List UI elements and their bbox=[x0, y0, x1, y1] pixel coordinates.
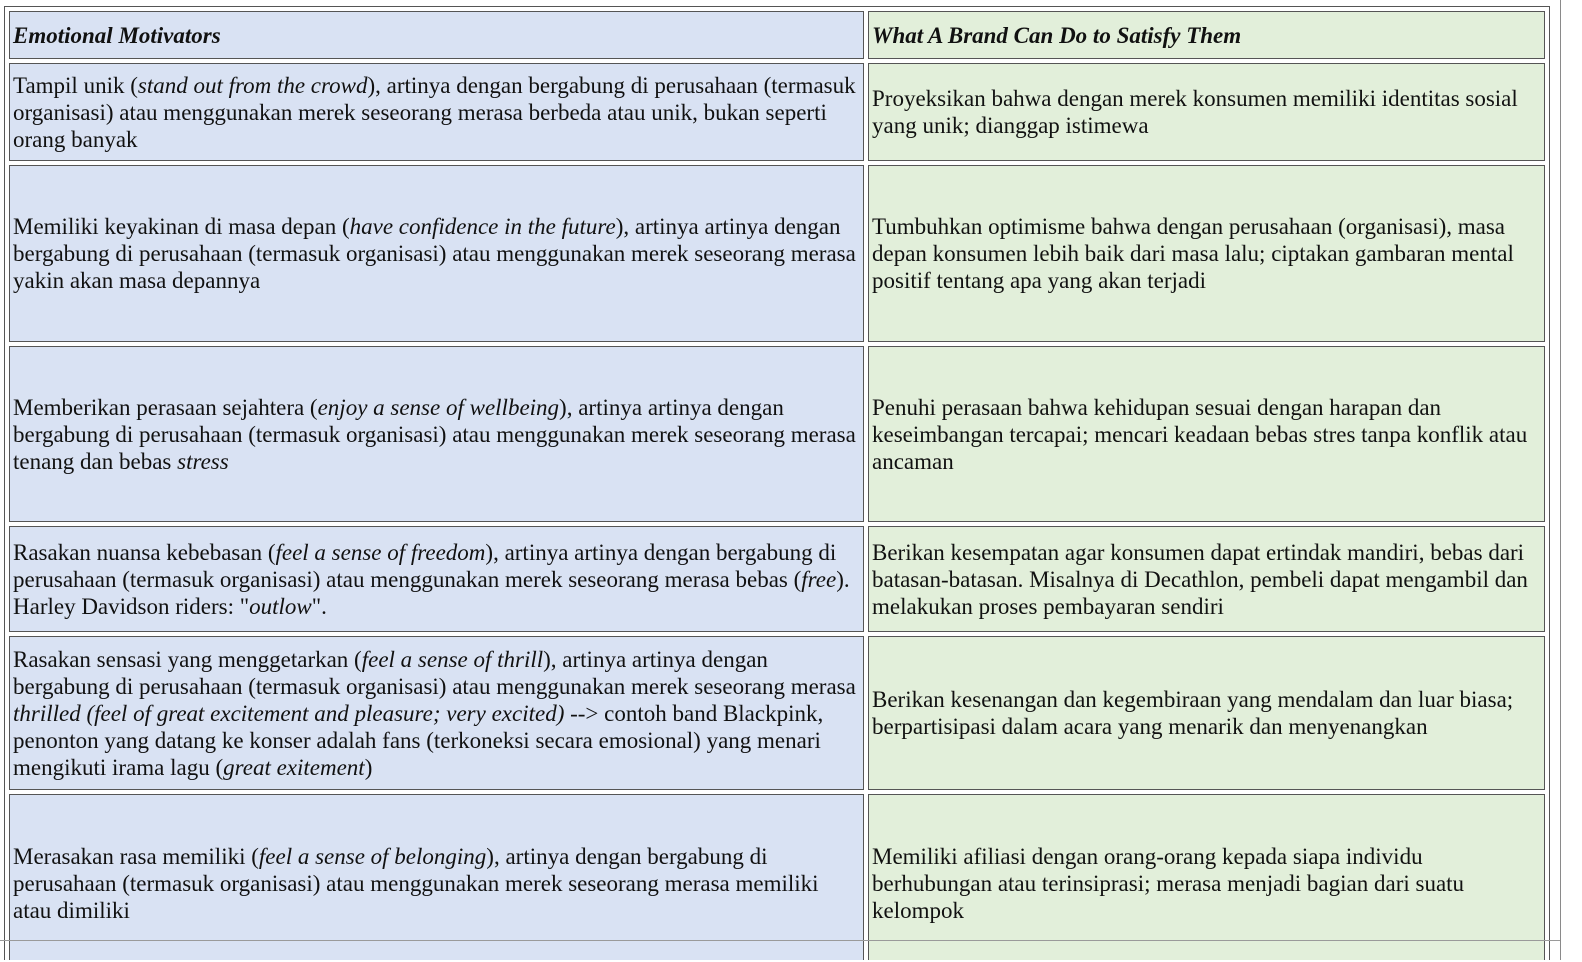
brand-action-cell: Berikan kesempatan agar konsumen dapat ertindak mandiri, bebas dari batasan-batasan. Misalnya di Decathlon, pembeli dapat mengambil dan melakukan proses pembayaran sendiri bbox=[868, 526, 1545, 632]
table-row bbox=[9, 794, 1545, 960]
motivator-cell: Rasakan nuansa kebebasan (feel a sense of freedom), artinya artinya dengan bergabung di perusahaan (termasuk organisasi) atau menggunakan merek seseorang merasa bebas (free). Harley Davidson riders: "outlow". bbox=[9, 526, 864, 632]
table-header-row bbox=[9, 11, 1545, 59]
brand-action-cell: Tumbuhkan optimisme bahwa dengan perusahaan (organisasi), masa depan konsumen lebih baik dari masa lalu; ciptakan gambaran mental positif tentang apa yang akan terjadi bbox=[868, 165, 1545, 342]
brand-action-cell: Berikan kesenangan dan kegembiraan yang mendalam dan luar biasa; berpartisipasi dalam acara yang menarik dan menyenangkan bbox=[868, 636, 1545, 790]
brand-action-cell: Memiliki afiliasi dengan orang-orang kepada siapa individu berhubungan atau terinsiprasi; merasa menjadi bagian dari suatu kelompok bbox=[868, 794, 1545, 960]
header-brand-actions: What A Brand Can Do to Satisfy Them bbox=[868, 11, 1545, 59]
page-bottom-divider bbox=[0, 940, 1560, 941]
motivator-cell: Merasakan rasa memiliki (feel a sense of belonging), artinya dengan bergabung di perusahaan (termasuk organisasi) atau menggunakan merek seseorang merasa memiliki atau dimiliki bbox=[9, 794, 864, 960]
motivator-cell: Tampil unik (stand out from the crowd), artinya dengan bergabung di perusahaan (termasuk organisasi) atau menggunakan merek seseorang merasa berbeda atau unik, bukan seperti orang banyak bbox=[9, 63, 864, 161]
header-emotional-motivators: Emotional Motivators bbox=[9, 11, 864, 59]
table-row bbox=[9, 526, 1545, 632]
table-row bbox=[9, 636, 1545, 790]
motivator-cell: Memiliki keyakinan di masa depan (have confidence in the future), artinya artinya dengan bergabung di perusahaan (termasuk organisasi) atau menggunakan merek seseorang merasa yakin akan masa depannya bbox=[9, 165, 864, 342]
table-row bbox=[9, 165, 1545, 342]
motivator-cell: Rasakan sensasi yang menggetarkan (feel a sense of thrill), artinya artinya dengan bergabung di perusahaan (termasuk organisasi) atau menggunakan merek seseorang merasa thrilled (feel of great excitement and pleasure; very excited) --> contoh band Blackpink, penonton yang datang ke konser adalah fans (terkoneksi secara emosional) yang menari mengikuti irama lagu (great exitement) bbox=[9, 636, 864, 790]
brand-action-cell: Proyeksikan bahwa dengan merek konsumen memiliki identitas sosial yang unik; dianggap istimewa bbox=[868, 63, 1545, 161]
emotional-motivators-table bbox=[4, 6, 1550, 960]
brand-action-cell: Penuhi perasaan bahwa kehidupan sesuai dengan harapan dan keseimbangan tercapai; mencari keadaan bebas stres tanpa konflik atau ancaman bbox=[868, 346, 1545, 522]
table-row bbox=[9, 346, 1545, 522]
table-row bbox=[9, 63, 1545, 161]
motivator-cell: Memberikan perasaan sejahtera (enjoy a sense of wellbeing), artinya artinya dengan bergabung di perusahaan (termasuk organisasi) atau menggunakan merek seseorang merasa tenang dan bebas stress bbox=[9, 346, 864, 522]
